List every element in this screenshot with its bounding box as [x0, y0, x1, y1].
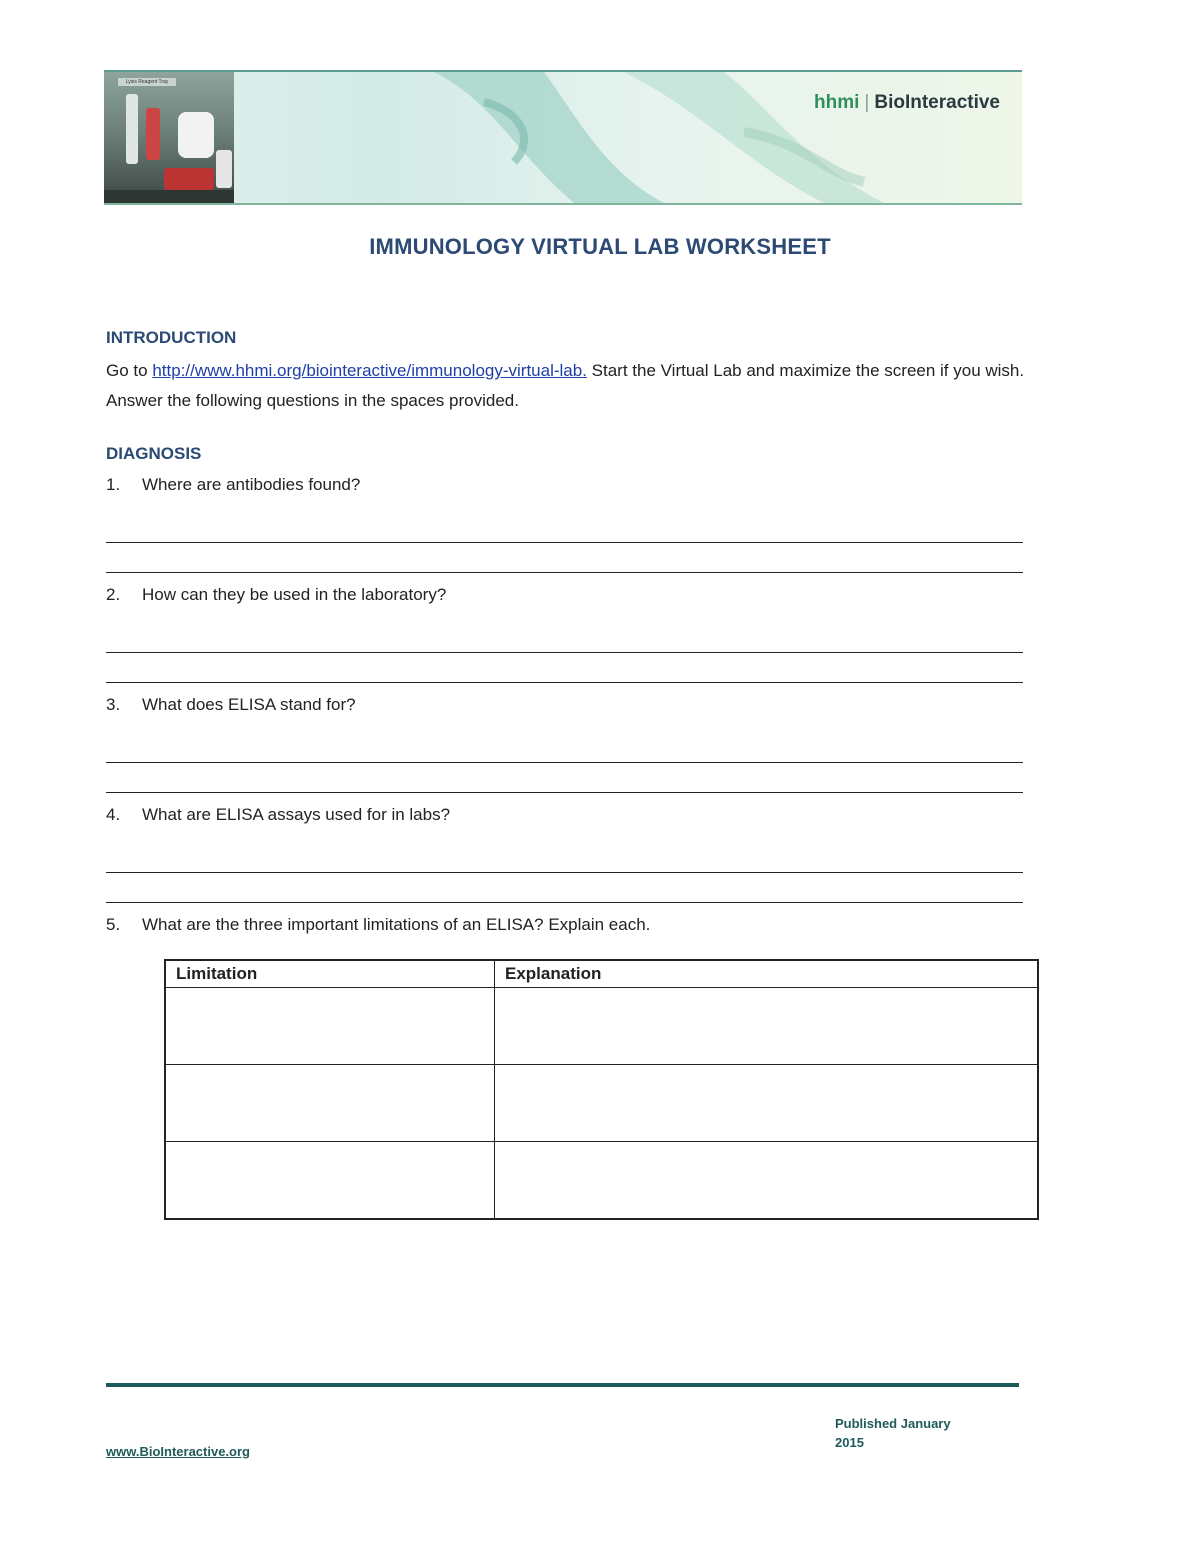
question-number: 2.	[106, 585, 121, 604]
question-4	[106, 805, 450, 825]
diagnosis-heading: DIAGNOSIS	[106, 444, 202, 463]
limitation-cell[interactable]	[165, 1065, 495, 1142]
answer-line[interactable]	[106, 762, 1023, 763]
page-title: IMMUNOLOGY VIRTUAL LAB WORKSHEET	[369, 234, 831, 259]
table-row	[165, 988, 1038, 1065]
question-text: Where are antibodies found?	[142, 475, 361, 494]
table-row	[165, 1142, 1038, 1220]
published-date: Published January 2015	[835, 1416, 951, 1450]
table-row	[165, 1065, 1038, 1142]
hhmi-biointeractive-logo[interactable]: hhmi | BioInteractive	[814, 92, 1000, 113]
logo-hhmi: hhmi	[814, 92, 860, 113]
introduction-text	[106, 356, 1046, 416]
explanation-cell[interactable]	[495, 1065, 1039, 1142]
question-text: How can they be used in the laboratory?	[142, 585, 447, 604]
explanation-cell[interactable]	[495, 1142, 1039, 1220]
column-header-limitation: Limitation	[165, 960, 495, 988]
answer-line[interactable]	[106, 902, 1023, 903]
question-number: 3.	[106, 695, 121, 714]
limitation-cell[interactable]	[165, 988, 495, 1065]
limitations-table	[164, 959, 1039, 1220]
question-text: What are the three important limitations of an ELISA? Explain each.	[142, 915, 651, 934]
explanation-cell[interactable]	[495, 988, 1039, 1065]
question-2	[106, 585, 446, 605]
question-5	[106, 915, 650, 935]
answer-line[interactable]	[106, 872, 1023, 873]
question-text: What are ELISA assays used for in labs?	[142, 805, 451, 824]
question-1	[106, 475, 360, 495]
limitation-cell[interactable]	[165, 1142, 495, 1220]
intro-text-after: Start the Virtual Lab and maximize the screen if you wish. Answer the following questions in the spaces provided.	[106, 361, 1025, 410]
question-number: 4.	[106, 805, 121, 824]
question-3	[106, 695, 356, 715]
intro-text-before: Go to	[106, 361, 153, 380]
logo-biointeractive: BioInteractive	[874, 92, 1000, 113]
table-header-row	[165, 960, 1038, 988]
website-link[interactable]: www.BioInteractive.org	[106, 1444, 250, 1459]
answer-line[interactable]	[106, 792, 1023, 793]
introduction-heading: INTRODUCTION	[106, 328, 237, 347]
footer-divider	[106, 1383, 1019, 1387]
answer-line[interactable]	[106, 682, 1023, 683]
answer-line[interactable]	[106, 542, 1023, 543]
answer-line[interactable]	[106, 572, 1023, 573]
answer-line[interactable]	[106, 652, 1023, 653]
question-number: 1.	[106, 475, 121, 494]
question-number: 5.	[106, 915, 121, 934]
question-text: What does ELISA stand for?	[142, 695, 356, 714]
column-header-explanation: Explanation	[495, 960, 1039, 988]
virtual-lab-link[interactable]: http://www.hhmi.org/biointeractive/immunology-virtual-lab.	[152, 361, 587, 380]
header-banner	[104, 70, 1022, 205]
photo-label: Lysis Reagent Tray	[118, 78, 176, 86]
